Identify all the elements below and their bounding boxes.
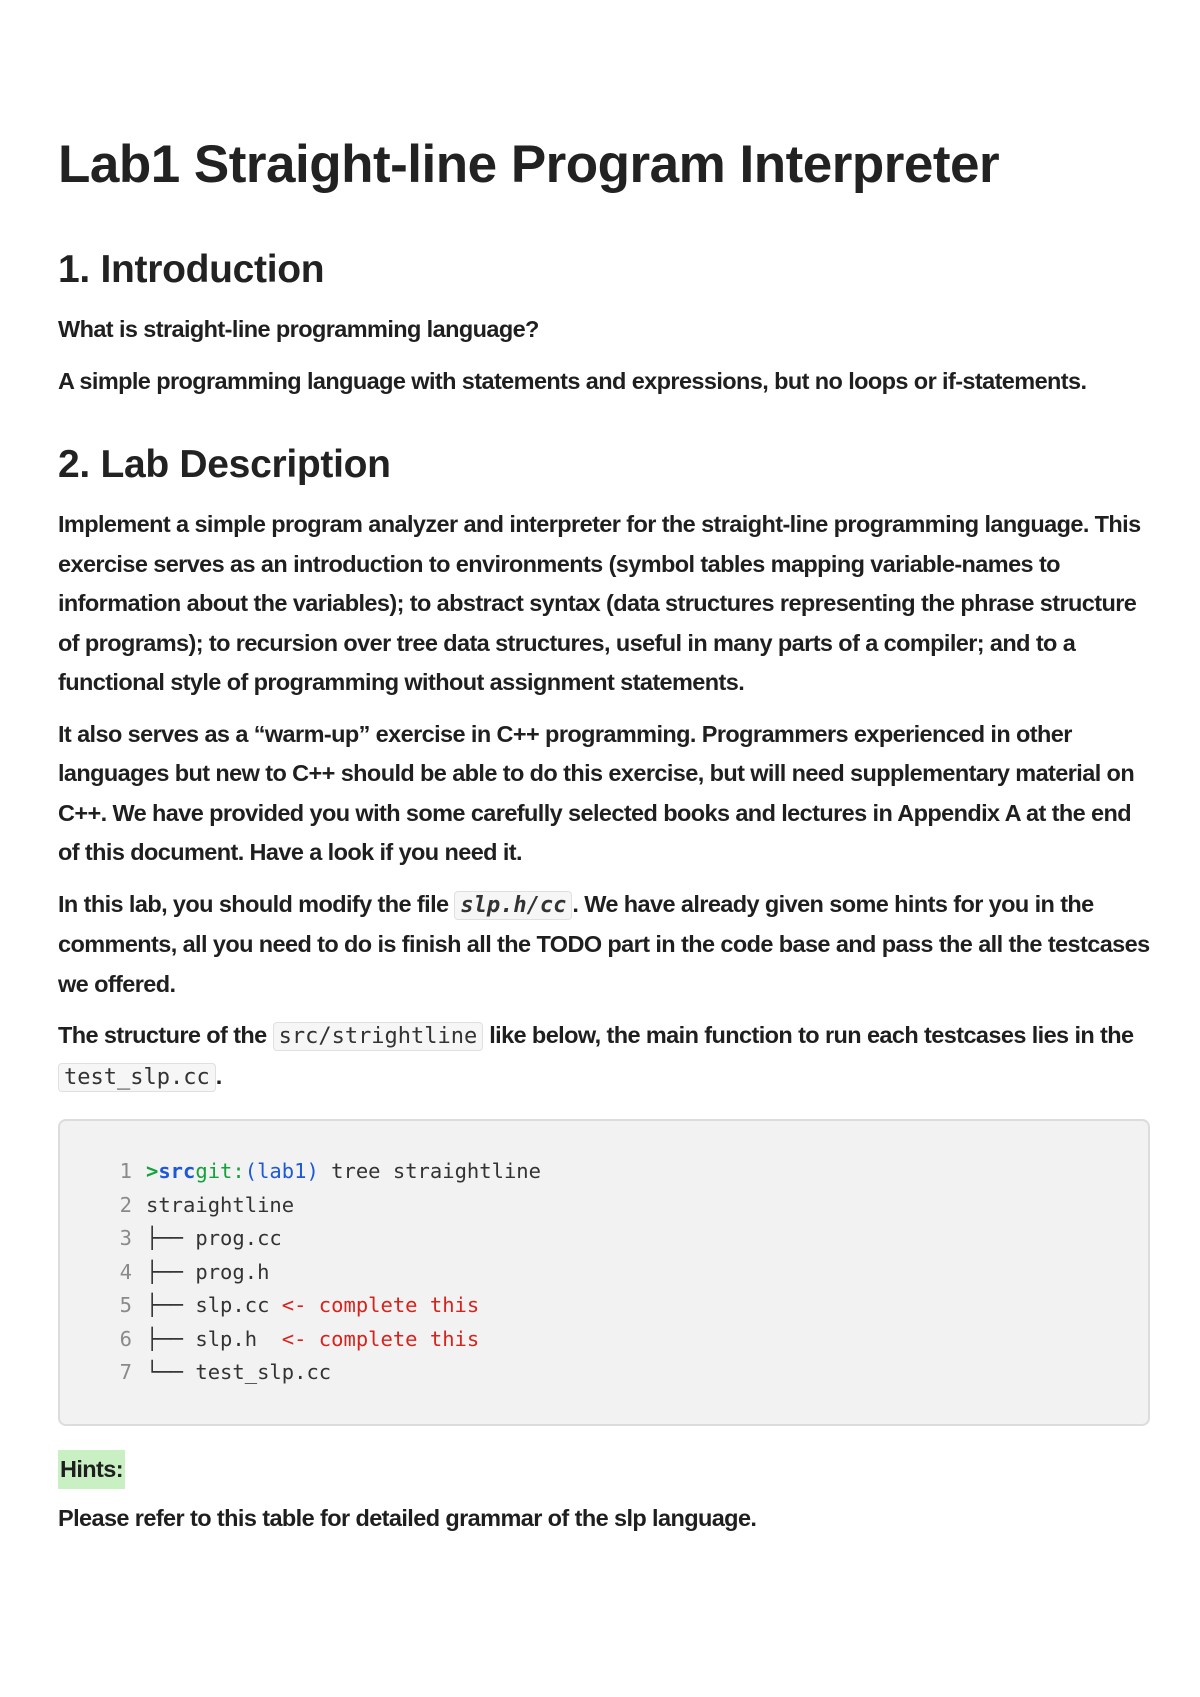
lab-description-paragraph-2: It also serves as a “warm-up” exercise in C++ programming. Programmers experienced in other languages but new to C++ should be able to do this exercise, but will need supplementary material on C++. We have provided you with some carefully selected books and lectures in Appendix A at the end of this document. Have a look if you need it.: [58, 720, 1135, 865]
inline-code-test-file: test_slp.cc: [58, 1063, 216, 1092]
code-block: [58, 1119, 1150, 1426]
intro-answer: A simple programming language with statements and expressions, but no loops or if-statements.: [58, 367, 1087, 394]
hints-section: [58, 1450, 1150, 1539]
lab-description-paragraph-1: Implement a simple program analyzer and interpreter for the straight-line programming language. This exercise serves as an introduction to environments (symbol tables mapping variable-names to information about the variables); to abstract syntax (data structures representing the phrase structure of programs); to recursion over tree data structures, useful in many parts of a compiler; and to a functional style of programming without assignment statements.: [58, 511, 1141, 695]
code-line: [60, 1222, 1148, 1256]
line-number: 2: [119, 1192, 132, 1217]
hints-text: Please refer to this table for detailed grammar of the slp language.: [58, 1504, 757, 1531]
code-text: └── test_slp.cc: [146, 1360, 332, 1384]
lab-description-paragraph-3: [58, 885, 1150, 1005]
document-page: [58, 130, 1150, 1538]
line-number: 3: [119, 1226, 132, 1250]
code-text: ├── slp.h: [146, 1326, 282, 1351]
page-title: Lab1 Straight-line Program Interpreter: [58, 135, 1000, 194]
code-comment: <- complete this: [281, 1293, 480, 1317]
code-text: ├── prog.cc: [146, 1226, 282, 1250]
paragraph-text: . We have already given some hints for you in the comments, all you need to do is finish all the TODO part in the code base and pass the all the testcases we offered.: [58, 890, 1150, 997]
line-number: 1: [119, 1159, 132, 1183]
code-line: [60, 1256, 1148, 1290]
inline-code-slp-file: slp.h/cc: [454, 891, 572, 920]
code-text: ├── slp.cc: [146, 1293, 282, 1317]
code-text: tree straightline: [318, 1159, 541, 1183]
paragraph-text: .: [215, 1062, 222, 1089]
line-number: 7: [119, 1360, 132, 1384]
line-number: 5: [119, 1293, 132, 1317]
code-line: [60, 1155, 1148, 1189]
paragraph-text: The structure of the: [58, 1022, 273, 1048]
code-comment: <- complete this: [281, 1326, 480, 1351]
code-token: git:: [195, 1159, 245, 1183]
paragraph-text: like below, the main function to run each testcases lies in the: [483, 1022, 1134, 1048]
line-number: 4: [119, 1259, 132, 1284]
code-token: src: [158, 1159, 196, 1183]
code-line: [60, 1323, 1148, 1357]
inline-code-straightline-dir: src/strightline: [273, 1022, 484, 1051]
code-line: [60, 1356, 1148, 1390]
section-heading-lab-description: 2. Lab Description: [58, 443, 391, 486]
code-token: (lab1): [244, 1159, 319, 1183]
line-number: 6: [119, 1326, 132, 1351]
hints-label: Hints:: [58, 1450, 125, 1489]
code-text: ├── prog.h: [146, 1259, 270, 1284]
code-text: straightline: [146, 1192, 295, 1217]
code-line: [60, 1189, 1148, 1223]
intro-question: What is straight-line programming language?: [58, 316, 539, 342]
section-heading-introduction: 1. Introduction: [58, 248, 325, 291]
code-line: [60, 1289, 1148, 1323]
paragraph-text: In this lab, you should modify the file: [58, 890, 455, 917]
prompt-arrow: >: [146, 1159, 159, 1183]
lab-description-paragraph-4: [58, 1016, 1150, 1097]
